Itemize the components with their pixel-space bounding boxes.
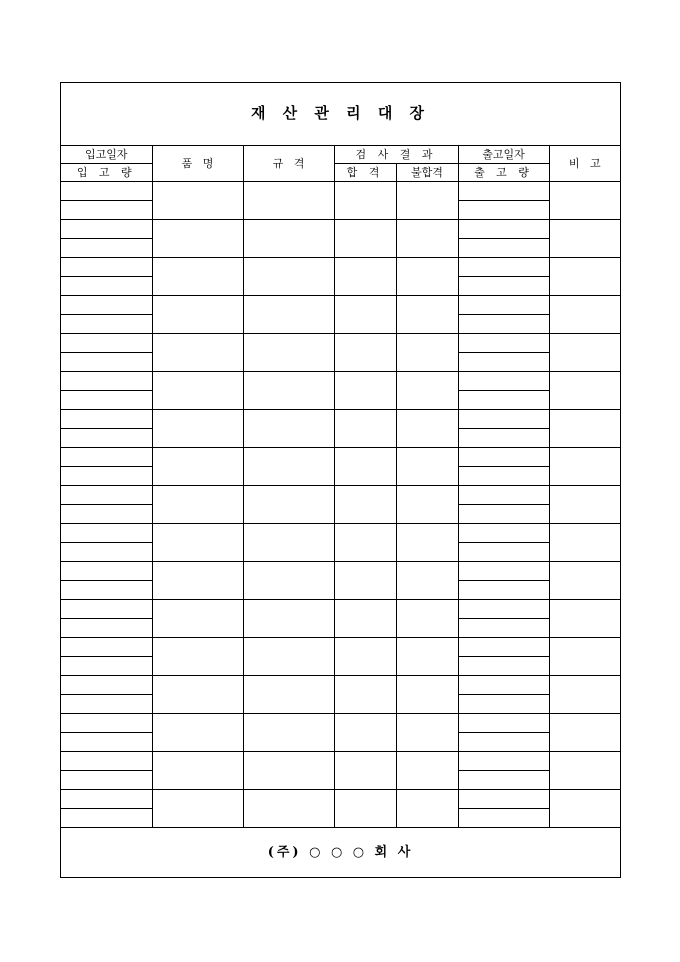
pass-cell[interactable] xyxy=(334,675,396,713)
spec-cell[interactable] xyxy=(243,485,334,523)
table-row xyxy=(61,181,620,200)
release-date-cell[interactable] xyxy=(458,675,549,694)
table-row xyxy=(61,333,620,352)
remarks-cell[interactable] xyxy=(549,447,620,485)
spec-cell[interactable] xyxy=(243,447,334,485)
remarks-cell[interactable] xyxy=(549,599,620,637)
receipt-date-cell[interactable] xyxy=(61,599,152,618)
release-qty-cell[interactable] xyxy=(458,352,549,371)
receipt-qty-cell[interactable] xyxy=(61,542,152,561)
fail-cell[interactable] xyxy=(396,751,458,789)
pass-cell[interactable] xyxy=(334,599,396,637)
fail-cell[interactable] xyxy=(396,219,458,257)
receipt-date-cell[interactable] xyxy=(61,371,152,390)
item-name-cell[interactable] xyxy=(152,789,243,827)
ledger-form xyxy=(60,82,621,878)
item-name-cell[interactable] xyxy=(152,523,243,561)
table-row xyxy=(61,257,620,276)
item-name-cell[interactable] xyxy=(152,637,243,675)
spec-cell[interactable] xyxy=(243,333,334,371)
spec-cell[interactable] xyxy=(243,523,334,561)
fail-cell[interactable] xyxy=(396,599,458,637)
item-name-cell[interactable] xyxy=(152,409,243,447)
spec-cell[interactable] xyxy=(243,637,334,675)
receipt-qty-cell[interactable] xyxy=(61,390,152,409)
release-qty-cell[interactable] xyxy=(458,656,549,675)
release-qty-cell[interactable] xyxy=(458,466,549,485)
header-receipt-date: 입고일자 xyxy=(61,145,152,163)
item-name-cell[interactable] xyxy=(152,447,243,485)
receipt-qty-cell[interactable] xyxy=(61,276,152,295)
release-qty-cell[interactable] xyxy=(458,428,549,447)
release-qty-cell[interactable] xyxy=(458,770,549,789)
release-date-cell[interactable] xyxy=(458,485,549,504)
item-name-cell[interactable] xyxy=(152,219,243,257)
receipt-qty-cell[interactable] xyxy=(61,694,152,713)
item-name-cell[interactable] xyxy=(152,333,243,371)
fail-cell[interactable] xyxy=(396,333,458,371)
form-title: 재 산 관 리 대 장 xyxy=(250,104,431,123)
fail-cell[interactable] xyxy=(396,371,458,409)
table-row xyxy=(61,561,620,580)
header-pass: 합 격 xyxy=(334,163,396,181)
fail-cell[interactable] xyxy=(396,295,458,333)
release-date-cell[interactable] xyxy=(458,637,549,656)
receipt-date-cell[interactable] xyxy=(61,257,152,276)
release-date-cell[interactable] xyxy=(458,561,549,580)
pass-cell[interactable] xyxy=(334,371,396,409)
spec-cell[interactable] xyxy=(243,675,334,713)
receipt-date-cell[interactable] xyxy=(61,219,152,238)
spec-cell[interactable] xyxy=(243,789,334,827)
receipt-date-cell[interactable] xyxy=(61,789,152,808)
release-date-cell[interactable] xyxy=(458,295,549,314)
release-qty-cell[interactable] xyxy=(458,580,549,599)
table-row xyxy=(61,295,620,314)
spec-cell[interactable] xyxy=(243,561,334,599)
item-name-cell[interactable] xyxy=(152,257,243,295)
spec-cell[interactable] xyxy=(243,599,334,637)
receipt-qty-cell[interactable] xyxy=(61,314,152,333)
release-date-cell[interactable] xyxy=(458,713,549,732)
release-date-cell[interactable] xyxy=(458,257,549,276)
receipt-date-cell[interactable] xyxy=(61,675,152,694)
receipt-qty-cell[interactable] xyxy=(61,466,152,485)
spec-cell[interactable] xyxy=(243,713,334,751)
pass-cell[interactable] xyxy=(334,333,396,371)
table-row xyxy=(61,599,620,618)
receipt-date-cell[interactable] xyxy=(61,713,152,732)
fail-cell[interactable] xyxy=(396,637,458,675)
receipt-qty-cell[interactable] xyxy=(61,200,152,219)
release-date-cell[interactable] xyxy=(458,181,549,200)
header-release-qty: 출 고 량 xyxy=(458,163,549,181)
pass-cell[interactable] xyxy=(334,447,396,485)
release-date-cell[interactable] xyxy=(458,333,549,352)
release-date-cell[interactable] xyxy=(458,409,549,428)
release-qty-cell[interactable] xyxy=(458,694,549,713)
table-row xyxy=(61,485,620,504)
remarks-cell[interactable] xyxy=(549,295,620,333)
receipt-date-cell[interactable] xyxy=(61,561,152,580)
receipt-date-cell[interactable] xyxy=(61,523,152,542)
release-date-cell[interactable] xyxy=(458,751,549,770)
pass-cell[interactable] xyxy=(334,561,396,599)
pass-cell[interactable] xyxy=(334,219,396,257)
release-qty-cell[interactable] xyxy=(458,732,549,751)
table-row xyxy=(61,447,620,466)
remarks-cell[interactable] xyxy=(549,713,620,751)
fail-cell[interactable] xyxy=(396,713,458,751)
receipt-date-cell[interactable] xyxy=(61,409,152,428)
table-row xyxy=(61,219,620,238)
item-name-cell[interactable] xyxy=(152,561,243,599)
release-qty-cell[interactable] xyxy=(458,238,549,257)
receipt-date-cell[interactable] xyxy=(61,751,152,770)
remarks-cell[interactable] xyxy=(549,751,620,789)
release-date-cell[interactable] xyxy=(458,523,549,542)
spec-cell[interactable] xyxy=(243,257,334,295)
spec-cell[interactable] xyxy=(243,295,334,333)
pass-cell[interactable] xyxy=(334,485,396,523)
pass-cell[interactable] xyxy=(334,523,396,561)
receipt-qty-cell[interactable] xyxy=(61,504,152,523)
table-row xyxy=(61,409,620,428)
company-name: (주) ○ ○ ○ 회 사 xyxy=(267,845,414,861)
spec-cell[interactable] xyxy=(243,751,334,789)
item-name-cell[interactable] xyxy=(152,295,243,333)
receipt-qty-cell[interactable] xyxy=(61,732,152,751)
remarks-cell[interactable] xyxy=(549,675,620,713)
release-qty-cell[interactable] xyxy=(458,276,549,295)
table-row xyxy=(61,371,620,390)
header-fail: 불합격 xyxy=(396,163,458,181)
item-name-cell[interactable] xyxy=(152,371,243,409)
fail-cell[interactable] xyxy=(396,675,458,713)
receipt-date-cell[interactable] xyxy=(61,295,152,314)
remarks-cell[interactable] xyxy=(549,181,620,219)
remarks-cell[interactable] xyxy=(549,409,620,447)
table-row xyxy=(61,637,620,656)
receipt-qty-cell[interactable] xyxy=(61,656,152,675)
spec-cell[interactable] xyxy=(243,371,334,409)
fail-cell[interactable] xyxy=(396,181,458,219)
fail-cell[interactable] xyxy=(396,523,458,561)
table-row xyxy=(61,789,620,808)
receipt-qty-cell[interactable] xyxy=(61,580,152,599)
remarks-cell[interactable] xyxy=(549,561,620,599)
fail-cell[interactable] xyxy=(396,789,458,827)
receipt-qty-cell[interactable] xyxy=(61,352,152,371)
remarks-cell[interactable] xyxy=(549,333,620,371)
remarks-cell[interactable] xyxy=(549,257,620,295)
release-qty-cell[interactable] xyxy=(458,504,549,523)
pass-cell[interactable] xyxy=(334,789,396,827)
item-name-cell[interactable] xyxy=(152,485,243,523)
item-name-cell[interactable] xyxy=(152,181,243,219)
table-row xyxy=(61,675,620,694)
release-qty-cell[interactable] xyxy=(458,314,549,333)
table-row xyxy=(61,523,620,542)
fail-cell[interactable] xyxy=(396,485,458,523)
remarks-cell[interactable] xyxy=(549,371,620,409)
property-ledger-table xyxy=(61,83,620,878)
receipt-qty-cell[interactable] xyxy=(61,770,152,789)
release-qty-cell[interactable] xyxy=(458,200,549,219)
release-date-cell[interactable] xyxy=(458,599,549,618)
release-date-cell[interactable] xyxy=(458,371,549,390)
remarks-cell[interactable] xyxy=(549,485,620,523)
pass-cell[interactable] xyxy=(334,181,396,219)
receipt-date-cell[interactable] xyxy=(61,333,152,352)
fail-cell[interactable] xyxy=(396,257,458,295)
release-date-cell[interactable] xyxy=(458,219,549,238)
header-spec: 규 격 xyxy=(243,145,334,181)
spec-cell[interactable] xyxy=(243,181,334,219)
release-qty-cell[interactable] xyxy=(458,808,549,827)
fail-cell[interactable] xyxy=(396,409,458,447)
table-row xyxy=(61,751,620,770)
remarks-cell[interactable] xyxy=(549,637,620,675)
header-inspection-result: 검 사 결 과 xyxy=(334,145,458,163)
remarks-cell[interactable] xyxy=(549,523,620,561)
item-name-cell[interactable] xyxy=(152,599,243,637)
remarks-cell[interactable] xyxy=(549,789,620,827)
pass-cell[interactable] xyxy=(334,713,396,751)
receipt-qty-cell[interactable] xyxy=(61,618,152,637)
form-title-cell xyxy=(61,83,620,145)
receipt-qty-cell[interactable] xyxy=(61,428,152,447)
receipt-date-cell[interactable] xyxy=(61,181,152,200)
item-name-cell[interactable] xyxy=(152,751,243,789)
item-name-cell[interactable] xyxy=(152,675,243,713)
remarks-cell[interactable] xyxy=(549,219,620,257)
pass-cell[interactable] xyxy=(334,409,396,447)
release-date-cell[interactable] xyxy=(458,447,549,466)
table-row xyxy=(61,713,620,732)
footer-cell xyxy=(61,827,620,878)
pass-cell[interactable] xyxy=(334,257,396,295)
release-qty-cell[interactable] xyxy=(458,390,549,409)
receipt-date-cell[interactable] xyxy=(61,447,152,466)
release-date-cell[interactable] xyxy=(458,789,549,808)
release-qty-cell[interactable] xyxy=(458,542,549,561)
header-receipt-qty: 입 고 량 xyxy=(61,163,152,181)
header-remarks: 비 고 xyxy=(549,145,620,181)
item-name-cell[interactable] xyxy=(152,713,243,751)
release-qty-cell[interactable] xyxy=(458,618,549,637)
fail-cell[interactable] xyxy=(396,447,458,485)
spec-cell[interactable] xyxy=(243,219,334,257)
receipt-qty-cell[interactable] xyxy=(61,238,152,257)
fail-cell[interactable] xyxy=(396,561,458,599)
receipt-date-cell[interactable] xyxy=(61,485,152,504)
pass-cell[interactable] xyxy=(334,295,396,333)
pass-cell[interactable] xyxy=(334,637,396,675)
receipt-qty-cell[interactable] xyxy=(61,808,152,827)
receipt-date-cell[interactable] xyxy=(61,637,152,656)
spec-cell[interactable] xyxy=(243,409,334,447)
header-release-date: 출고일자 xyxy=(458,145,549,163)
pass-cell[interactable] xyxy=(334,751,396,789)
header-item-name: 품 명 xyxy=(152,145,243,181)
